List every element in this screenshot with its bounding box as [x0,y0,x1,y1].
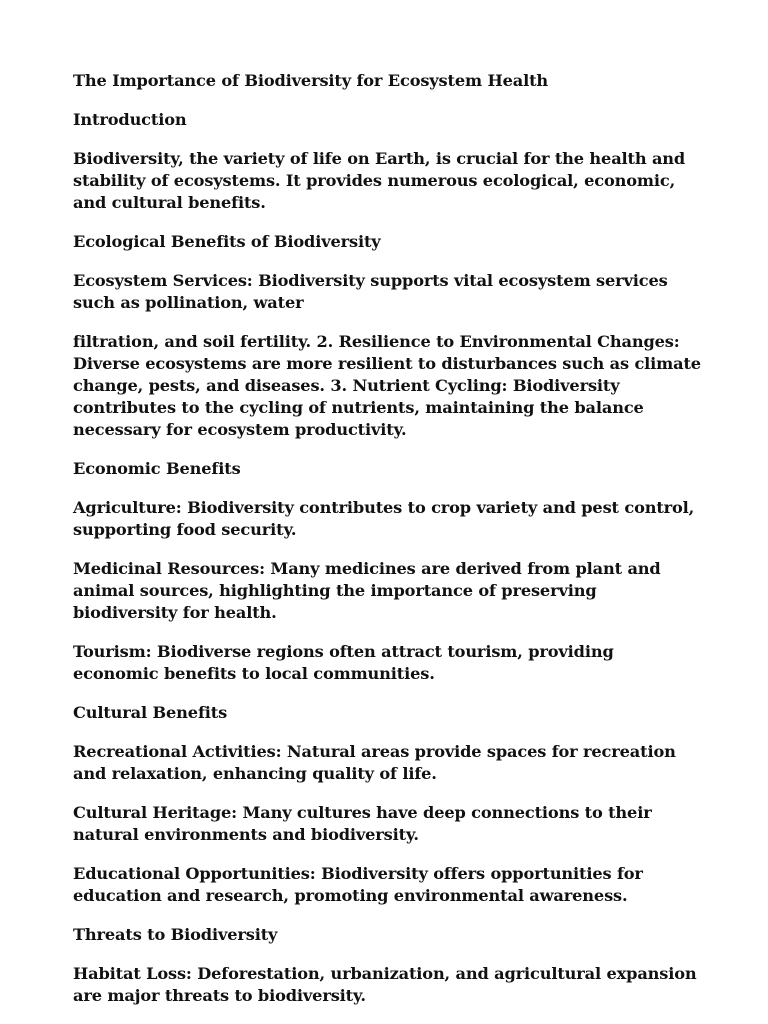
heading-cultural-benefits: Cultural Benefits [73,703,228,722]
paragraph-educational-opportunities: Educational Opportunities: Biodiversity offers opportunities for education and research, promoting environmental awareness. [73,864,643,905]
heading-economic-benefits: Economic Benefits [73,459,241,478]
paragraph-tourism: Tourism: Biodiverse regions often attract tourism, providing economic benefits to local communities. [73,642,614,683]
paragraph-agriculture: Agriculture: Biodiversity contributes to crop variety and pest control, supporting food security. [73,498,695,539]
paragraph-ecological-continued: filtration, and soil fertility. 2. Resilience to Environmental Changes: Diverse ecosystems are more resilient to disturbances such as climate change, pests, and diseases. 3. Nutrient Cycling: Biodiversity contributes to the cycling of nutrients, maintaining the balance necessary for ecosystem productivity. [73,332,701,439]
paragraph-medicinal-resources: Medicinal Resources: Many medicines are derived from plant and animal sources, highlighting the importance of preserving biodiversity for health. [73,559,661,622]
paragraph-ecosystem-services: Ecosystem Services: Biodiversity supports vital ecosystem services such as pollination, water [73,271,668,312]
document-title: The Importance of Biodiversity for Ecosystem Health [73,71,549,90]
heading-ecological-benefits: Ecological Benefits of Biodiversity [73,232,381,251]
paragraph-habitat-loss: Habitat Loss: Deforestation, urbanization, and agricultural expansion are major threats to biodiversity. [73,964,697,1005]
paragraph-intro: Biodiversity, the variety of life on Earth, is crucial for the health and stability of ecosystems. It provides numerous ecological, economic, and cultural benefits. [73,149,686,212]
document-page [73,70,701,1024]
paragraph-cultural-heritage: Cultural Heritage: Many cultures have deep connections to their natural environments and biodiversity. [73,803,652,844]
heading-threats: Threats to Biodiversity [73,925,278,944]
paragraph-recreational-activities: Recreational Activities: Natural areas provide spaces for recreation and relaxation, enhancing quality of life. [73,742,676,783]
heading-introduction: Introduction [73,110,187,129]
